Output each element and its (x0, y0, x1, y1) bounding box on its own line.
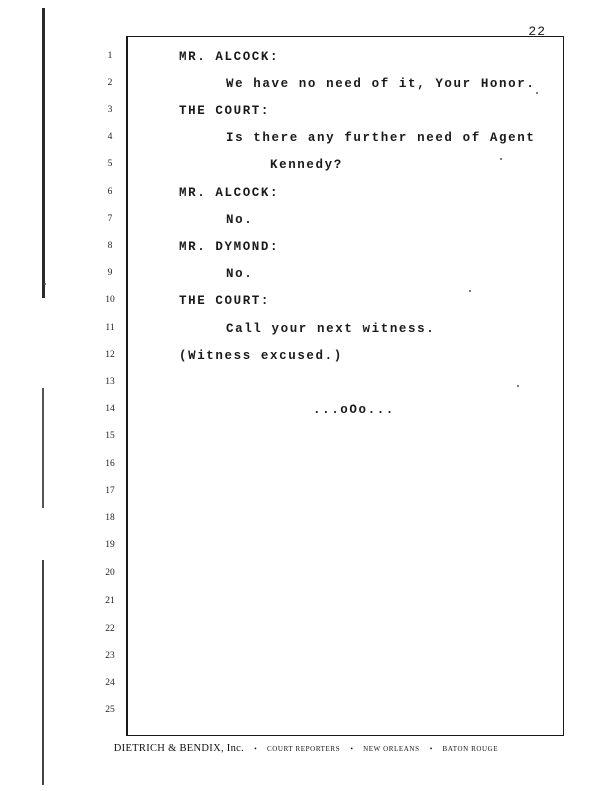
testimony-line: No. (226, 213, 254, 227)
line-number: 24 (105, 678, 115, 688)
line-number: 14 (105, 404, 115, 414)
scan-speck (500, 158, 502, 160)
line-number: 25 (105, 705, 115, 715)
line-number: 9 (107, 268, 113, 278)
line-number: 15 (105, 431, 115, 441)
line-number: 8 (107, 241, 113, 251)
line-number: 11 (105, 323, 115, 333)
line-number: 21 (105, 596, 115, 606)
footer-item: NEW ORLEANS (363, 745, 420, 753)
line-number: 7 (107, 214, 113, 224)
line-number: 5 (107, 159, 113, 169)
line-number: 22 (105, 624, 115, 634)
testimony-line: Call your next witness. (226, 322, 436, 336)
speaker-label: THE COURT: (179, 294, 271, 308)
line-number: 12 (105, 350, 115, 360)
speaker-label: MR. ALCOCK: (179, 186, 280, 200)
testimony-line: Kennedy? (270, 158, 343, 172)
line-number: 19 (105, 540, 115, 550)
bullet-separator: • (429, 745, 433, 753)
line-number: 10 (105, 295, 115, 305)
line-number: 6 (107, 187, 113, 197)
speaker-label: THE COURT: (179, 104, 271, 118)
line-number: 13 (105, 377, 115, 387)
testimony-line: We have no need of it, Your Honor. (226, 77, 536, 91)
line-number: 3 (107, 105, 113, 115)
page-number: 22 (528, 24, 546, 39)
section-divider: ...oOo... (313, 403, 395, 417)
scan-speck (44, 283, 46, 285)
bullet-separator: • (350, 745, 353, 753)
line-number: 4 (107, 132, 113, 142)
scan-speck (469, 290, 471, 292)
parenthetical-note: (Witness excused.) (179, 349, 343, 363)
firm-name: DIETRICH & BENDIX, Inc. (113, 743, 245, 754)
testimony-line: No. (226, 267, 254, 281)
scan-edge-mark (42, 388, 44, 508)
scan-edge-mark (42, 8, 45, 298)
speaker-label: MR. DYMOND: (179, 240, 280, 254)
line-number: 2 (107, 78, 113, 88)
scan-speck (517, 385, 519, 387)
line-number: 18 (105, 513, 115, 523)
footer-item: BATON ROUGE (442, 745, 499, 753)
scan-speck (536, 92, 538, 94)
bullet-separator: • (254, 745, 257, 753)
line-number: 23 (105, 651, 115, 661)
line-number: 20 (105, 568, 115, 578)
line-number: 17 (105, 486, 115, 496)
speaker-label: MR. ALCOCK: (179, 50, 280, 64)
footer-item: COURT REPORTERS (267, 745, 341, 753)
line-number: 1 (107, 51, 113, 61)
reporter-footer (0, 743, 612, 754)
testimony-line: Is there any further need of Agent (226, 131, 536, 145)
line-number: 16 (105, 459, 115, 469)
